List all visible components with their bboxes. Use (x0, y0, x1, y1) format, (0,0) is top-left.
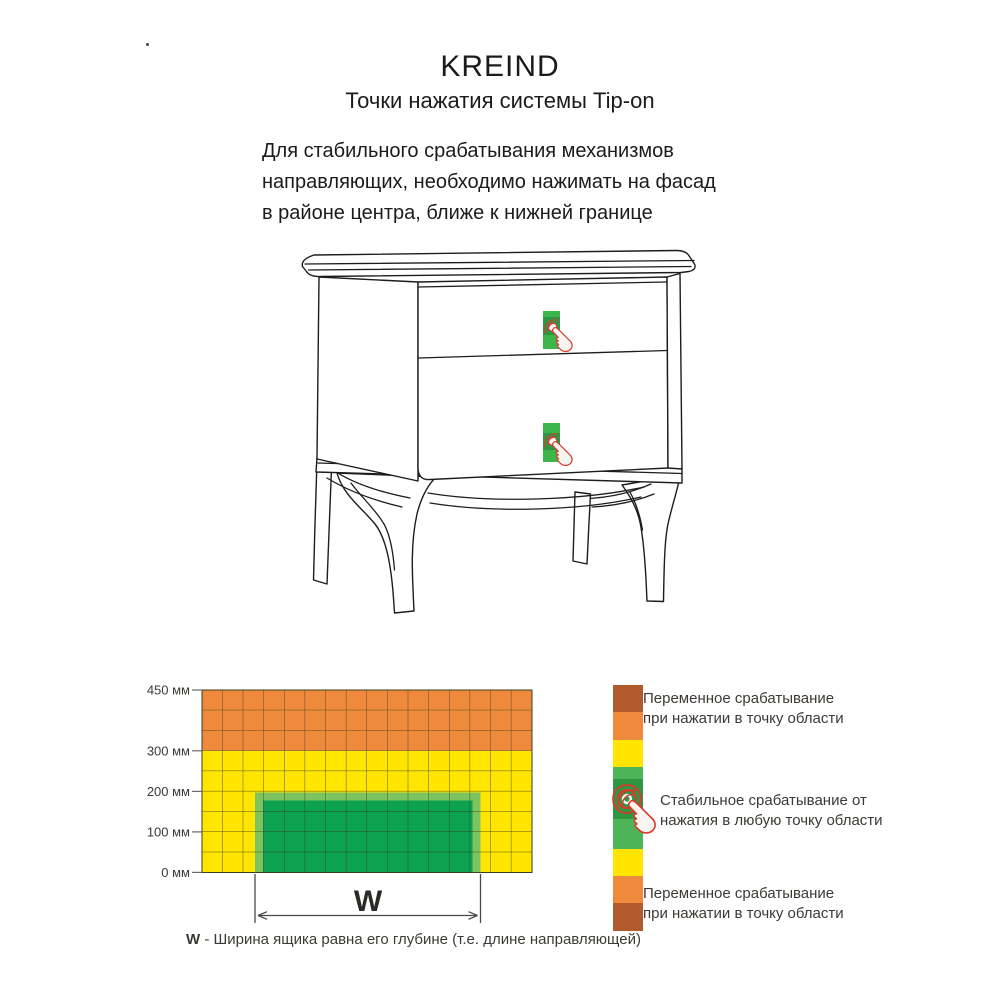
axis-label-0: 0 мм (161, 864, 190, 880)
brand-title: KREIND (440, 50, 560, 83)
chart-caption (186, 931, 641, 948)
side-panel (317, 277, 418, 481)
leg-front-left (337, 473, 436, 613)
legend-seg-brown (613, 903, 643, 930)
description-line: направляющих, необходимо нажимать на фасад (262, 171, 716, 193)
legend-seg-orange (613, 876, 643, 903)
nightstand-drawing (230, 240, 750, 630)
description-paragraph (262, 136, 762, 229)
axis-label-300: 300 мм (146, 743, 190, 759)
width-label: W (353, 885, 383, 918)
axis-label-450: 450 мм (146, 682, 190, 698)
axis-label-100: 100 мм (146, 824, 190, 840)
legend-item-variable-bottom: Переменное срабатывание при нажатии в точку области (643, 885, 844, 922)
legend-item-stable: Стабильное срабатывание от нажатия в любую точку области (660, 792, 883, 829)
caption-text: - Ширина ящика равна его глубине (т.е. длине направляющей) (200, 931, 641, 948)
press-zone-chart (140, 675, 600, 935)
page-subtitle: Точки нажатия системы Tip-on (345, 88, 655, 113)
leg-back-right (573, 492, 591, 564)
legend-seg-yellow (613, 740, 643, 767)
grid-lines (202, 690, 532, 873)
axis-label-200: 200 мм (146, 783, 190, 799)
caption-w: W (186, 931, 201, 948)
right-post (667, 274, 682, 470)
legend-seg-orange (613, 712, 643, 739)
legend-seg-brown (613, 685, 643, 712)
scan-artifact-dot (146, 43, 149, 46)
rail-front (428, 487, 644, 509)
description-line: в районе центра, ближе к нижней границе (262, 202, 653, 224)
legend-item-variable-top: Переменное срабатывание при нажатии в точку области (643, 690, 844, 727)
description-line: Для стабильного срабатывания механизмов (262, 140, 674, 162)
